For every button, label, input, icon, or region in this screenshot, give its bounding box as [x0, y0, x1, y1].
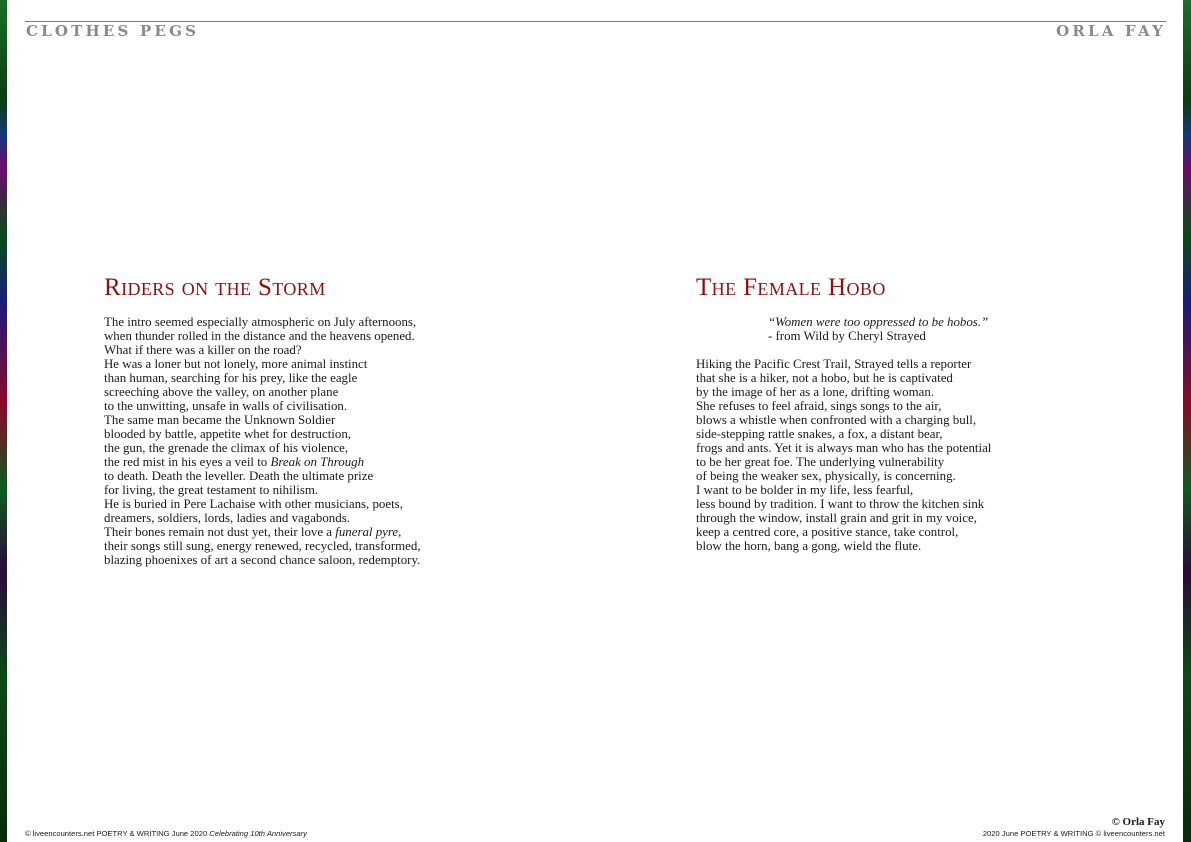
poem-line: their songs still sung, energy renewed, recycled, transformed,	[104, 539, 421, 553]
footer-left	[25, 829, 307, 838]
epigraph-source: - from Wild by Cheryl Strayed	[768, 329, 926, 343]
poem-line: blazing phoenixes of art a second chance saloon, redemptory.	[104, 553, 421, 567]
poem-line: The same man became the Unknown Soldier	[104, 413, 336, 427]
poem-line: dreamers, soldiers, lords, ladies and vagabonds.	[104, 511, 350, 525]
poem-line: Hiking the Pacific Crest Trail, Strayed tells a reporter	[696, 357, 972, 371]
poem-line: blow the horn, bang a gong, wield the flute.	[696, 539, 922, 553]
poem-title-hobo: The Female Hobo	[696, 274, 886, 301]
poem-line: blooded by battle, appetite whet for destruction,	[104, 427, 351, 441]
poem-line	[104, 525, 421, 539]
poem-line: The intro seemed especially atmospheric on July afternoons,	[104, 315, 417, 329]
poem-line: than human, searching for his prey, like the eagle	[104, 371, 358, 385]
epigraph-quote: “Women were too oppressed to be hobos.”	[768, 315, 989, 329]
footer-right: 2020 June POETRY & WRITING © liveencounters.net	[982, 829, 1165, 838]
poem-line: screeching above the valley, on another plane	[104, 385, 339, 399]
poem-line: He was a loner but not lonely, more animal instinct	[104, 357, 368, 371]
header-section-title: CLOTHES PEGS	[26, 22, 200, 40]
song-title-italic: Break on Through	[270, 455, 365, 469]
footer-anniversary: Celebrating 10th Anniversary	[209, 829, 307, 838]
epigraph	[768, 315, 988, 343]
poem-line: She refuses to feel afraid, sings songs to the air,	[696, 399, 942, 413]
poem-line: side-stepping rattle snakes, a fox, a distant bear,	[696, 427, 943, 441]
poem-title-riders: Riders on the Storm	[104, 274, 326, 301]
right-decorative-border	[1183, 0, 1191, 842]
poem-line: through the window, install grain and grit in my voice,	[696, 511, 977, 525]
poem-line: to death. Death the leveller. Death the ultimate prize	[104, 469, 374, 483]
poem-line: I want to be bolder in my life, less fearful,	[696, 483, 914, 497]
poem-line: to be her great foe. The underlying vulnerability	[696, 455, 945, 469]
poem-line: that she is a hiker, not a hobo, but he is captivated	[696, 371, 953, 385]
poem-line: the gun, the grenade the climax of his violence,	[104, 441, 349, 455]
poem-line: frogs and ants. Yet it is always man who has the potential	[696, 441, 992, 455]
poem-line: He is buried in Pere Lachaise with other musicians, poets,	[104, 497, 403, 511]
poem-body-riders	[104, 315, 421, 567]
poem-line: for living, the great testament to nihilism.	[104, 483, 319, 497]
poem-line	[104, 455, 421, 469]
poem-line: keep a centred core, a positive stance, take control,	[696, 525, 959, 539]
poem-line: blows a whistle when confronted with a charging bull,	[696, 413, 977, 427]
poem-line: What if there was a killer on the road?	[104, 343, 302, 357]
footer-left-text: © liveencounters.net POETRY & WRITING June 2020	[25, 829, 210, 838]
poem-line-text: Their bones remain not dust yet, their love a	[104, 525, 336, 539]
left-decorative-border	[0, 0, 7, 842]
poem-line: less bound by tradition. I want to throw the kitchen sink	[696, 497, 985, 511]
poem-line: when thunder rolled in the distance and the heavens opened.	[104, 329, 415, 343]
copyright-author: © Orla Fay	[1111, 816, 1165, 828]
poem-line: to the unwitting, unsafe in walls of civilisation.	[104, 399, 348, 413]
poem-body-hobo	[696, 357, 991, 553]
poem-line-text: the red mist in his eyes a veil to	[104, 455, 271, 469]
header-author-name: ORLA FAY	[1056, 22, 1166, 40]
song-title-italic: funeral pyre,	[335, 525, 402, 539]
poem-line: by the image of her as a lone, drifting woman.	[696, 385, 935, 399]
poem-line: of being the weaker sex, physically, is concerning.	[696, 469, 956, 483]
